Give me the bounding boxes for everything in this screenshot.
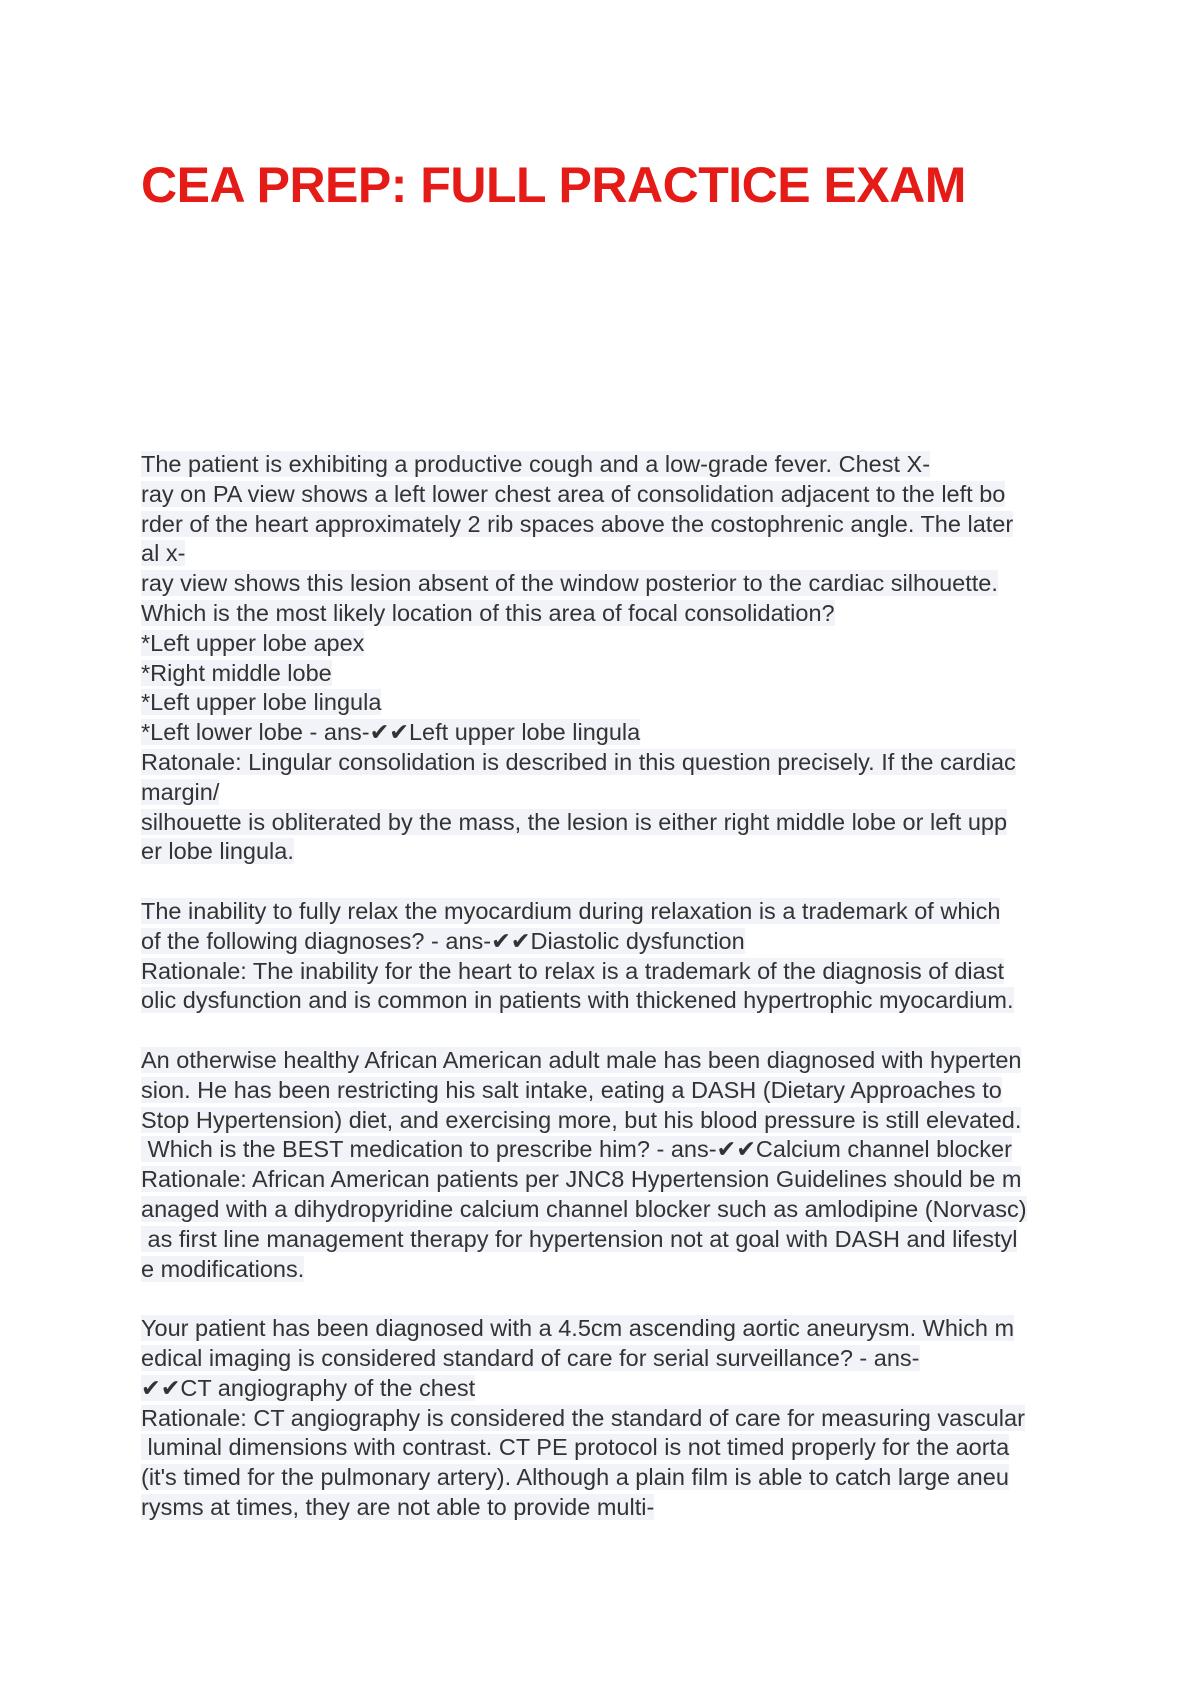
- text-line-content: Stop Hypertension) diet, and exercising more, but his blood pressure is still elevated.: [141, 1106, 1022, 1133]
- text-line-content: (it's timed for the pulmonary artery). Although a plain film is able to catch large aneu: [141, 1464, 1009, 1491]
- text-line-content: margin/: [141, 778, 220, 805]
- text-line: [141, 599, 1061, 629]
- text-line: [141, 480, 1061, 510]
- text-line-content: ray on PA view shows a left lower chest area of consolidation adjacent to the left bo: [141, 480, 1006, 507]
- blank-line: [141, 1284, 1061, 1314]
- text-line: [141, 688, 1061, 718]
- text-line: [141, 1314, 1061, 1344]
- text-line-content: Which is the BEST medication to prescribe him? - ans-✔✔Calcium channel blocker: [141, 1136, 1012, 1163]
- text-line-content: ray view shows this lesion absent of the window posterior to the cardiac silhouette.: [141, 570, 998, 597]
- text-line-content: Ratonale: Lingular consolidation is described in this question precisely. If the cardiac: [141, 748, 1016, 775]
- text-line: [141, 569, 1061, 599]
- text-line: [141, 1106, 1061, 1136]
- text-line: [141, 510, 1061, 540]
- text-line-content: *Right middle lobe: [141, 659, 332, 686]
- text-line-content: The inability to fully relax the myocardium during relaxation is a trademark of which: [141, 897, 1001, 924]
- text-line: [141, 659, 1061, 689]
- text-line-content: olic dysfunction and is common in patients with thickened hypertrophic myocardium.: [141, 987, 1014, 1014]
- text-line: [141, 1374, 1061, 1404]
- text-line-content: rder of the heart approximately 2 rib spaces above the costophrenic angle. The later: [141, 510, 1014, 537]
- text-line: [141, 1046, 1061, 1076]
- text-line-content: sion. He has been restricting his salt intake, eating a DASH (Dietary Approaches to: [141, 1076, 1002, 1103]
- text-line: [141, 808, 1061, 838]
- blank-line: [141, 867, 1061, 897]
- text-line-content: The patient is exhibiting a productive cough and a low-grade fever. Chest X-: [141, 451, 931, 477]
- text-line-content: anaged with a dihydropyridine calcium channel blocker such as amlodipine (Norvasc): [141, 1195, 1027, 1222]
- text-line: [141, 1404, 1061, 1434]
- text-line-content: of the following diagnoses? - ans-✔✔Diastolic dysfunction: [141, 927, 745, 954]
- text-line: [141, 1225, 1061, 1255]
- text-line-content: rysms at times, they are not able to provide multi-: [141, 1493, 655, 1520]
- text-line: [141, 1344, 1061, 1374]
- text-line-content: silhouette is obliterated by the mass, the lesion is either right middle lobe or left upp: [141, 808, 1008, 835]
- text-line: [141, 1165, 1061, 1195]
- text-line-content: Rationale: The inability for the heart to relax is a trademark of the diagnosis of diast: [141, 957, 1005, 984]
- text-line: [141, 1255, 1061, 1285]
- text-line: [141, 1076, 1061, 1106]
- text-line-content: *Left lower lobe - ans-✔✔Left upper lobe lingula: [141, 719, 641, 746]
- text-line-content: al x-: [141, 540, 186, 567]
- text-line: [141, 927, 1061, 957]
- text-line-content: Rationale: CT angiography is considered the standard of care for measuring vascular: [141, 1404, 1025, 1431]
- text-line-content: luminal dimensions with contrast. CT PE protocol is not timed properly for the aorta: [141, 1434, 1010, 1461]
- text-line-content: edical imaging is considered standard of care for serial surveillance? - ans-: [141, 1344, 920, 1371]
- text-line: [141, 1135, 1061, 1165]
- document-body: [141, 450, 1061, 1523]
- text-line-content: ✔✔CT angiography of the chest: [141, 1374, 476, 1401]
- text-line-content: Rationale: African American patients per JNC8 Hypertension Guidelines should be m: [141, 1166, 1022, 1193]
- text-line-content: Which is the most likely location of this area of focal consolidation?: [141, 599, 835, 626]
- text-line: [141, 1195, 1061, 1225]
- text-line: [141, 1463, 1061, 1493]
- text-line-content: *Left upper lobe apex: [141, 629, 365, 656]
- text-line: [141, 629, 1061, 659]
- text-line: [141, 748, 1061, 778]
- text-line: [141, 957, 1061, 987]
- blank-line: [141, 1016, 1061, 1046]
- text-line: [141, 897, 1061, 927]
- text-line-content: as first line management therapy for hypertension not at goal with DASH and lifestyl: [141, 1225, 1018, 1252]
- text-line-content: Your patient has been diagnosed with a 4.5cm ascending aortic aneurysm. Which m: [141, 1315, 1015, 1342]
- text-line: [141, 986, 1061, 1016]
- page-title: CEA PREP: FULL PRACTICE EXAM: [141, 157, 966, 213]
- text-line: [141, 539, 1061, 569]
- text-line: [141, 778, 1061, 808]
- text-line-content: An otherwise healthy African American adult male has been diagnosed with hyperten: [141, 1046, 1022, 1073]
- text-line-content: *Left upper lobe lingula: [141, 689, 382, 716]
- text-line: [141, 837, 1061, 867]
- text-line: [141, 718, 1061, 748]
- text-line: [141, 1433, 1061, 1463]
- text-line-content: e modifications.: [141, 1255, 305, 1282]
- text-line-content: er lobe lingula.: [141, 838, 294, 865]
- text-line: [141, 1493, 1061, 1523]
- text-line: [141, 450, 1061, 480]
